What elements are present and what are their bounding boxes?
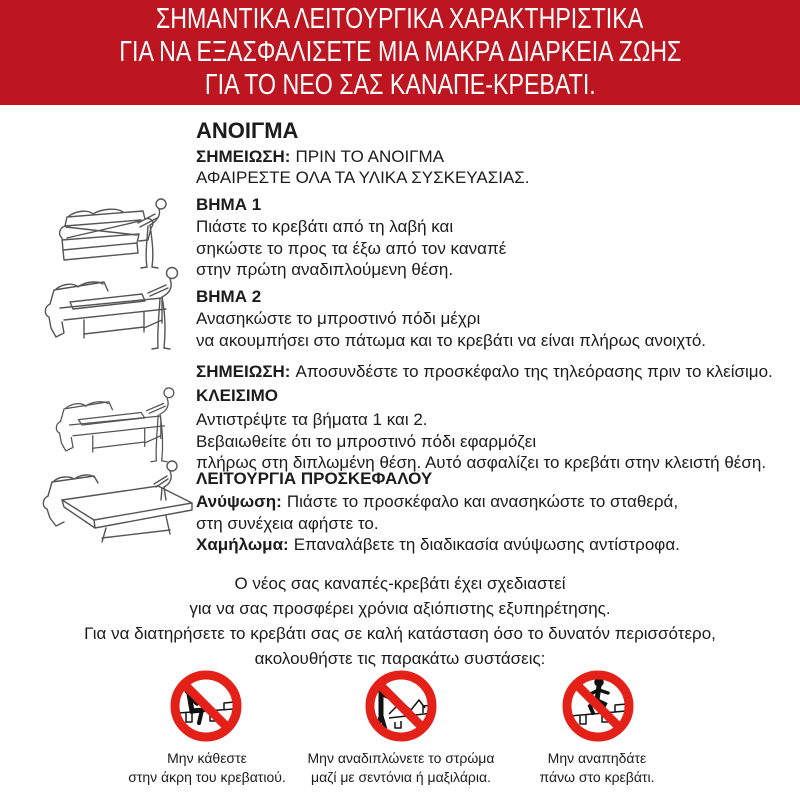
tv-note-label: ΣΗΜΕΙΩΣΗ:: [196, 362, 291, 381]
warning1-line-1: Μην κάθεστε: [167, 750, 247, 766]
headrest-text: [196, 491, 680, 556]
warning-caption-3: [540, 749, 655, 787]
closing-line-3: πλήρως στη διπλωμένη θέση. Αυτό ασφαλίζει το κρεβάτι στην κλειστή θέση.: [196, 453, 767, 472]
tv-note-text: Αποσυνδέστε το προσκέφαλο της τηλεόρασης πριν το κλείσιμο.: [295, 362, 773, 381]
note-text: ΠΡΙΝ ΤΟ ΑΝΟΙΓΜΑ: [295, 147, 445, 166]
raise-text: Πιάστε το προσκέφαλο και ανασηκώστε το σταθερά,: [286, 492, 679, 511]
closing-text: [196, 409, 766, 474]
step1-line-1: Πιάστε το κρεβάτι από τη λαβή και: [196, 217, 454, 236]
lower-text: Επαναλάβετε τη διαδικασία ανύψωσης αντίστροφα.: [293, 535, 680, 554]
care-line-4: ακολουθήστε τις παρακάτω συστάσεις:: [254, 649, 546, 668]
step1-heading: ΒΗΜΑ 1: [196, 195, 262, 214]
warning-caption-2: [308, 749, 495, 787]
note-label: ΣΗΜΕΙΩΣΗ:: [196, 147, 291, 166]
closing-line-2: Βεβαιωθείτε ότι το μπροστινό πόδι εφαρμόζει: [196, 431, 537, 451]
opening-note-line-1: [196, 146, 444, 168]
title-banner: [0, 0, 800, 105]
warning2-line-1: Μην αναδιπλώνετε το στρώμα: [307, 750, 495, 766]
tv-note-line: [196, 361, 773, 383]
warning3-line-1: Μην αναπηδάτε: [547, 750, 647, 766]
warning1-line-2: στην άκρη του κρεβατιού.: [128, 769, 286, 785]
sofa-bed-fully-open-illustration: [40, 456, 208, 548]
banner-line-2: ΓΙΑ ΝΑ ΕΞΑΣΦΑΛΙΣΕΤΕ ΜΙΑ ΜΑΚΡΑ ΔΙΑΡΚΕΙΑ ΖΩΗΣ: [118, 36, 682, 68]
no-jumping-on-bed-icon: [558, 666, 638, 746]
step2-heading: ΒΗΜΑ 2: [196, 287, 262, 306]
no-folding-mattress-with-bedding-icon: [361, 666, 441, 746]
step2-text: [196, 308, 706, 351]
headrest-lower-line: [196, 534, 680, 556]
warning2-line-2: μαζί με σεντόνια ή μαξιλάρια.: [311, 769, 491, 785]
care-line-1: Ο νέος σας καναπές-κρεβάτι έχει σχεδιαστεί: [234, 574, 566, 593]
warning-caption-1: [128, 749, 286, 787]
banner-line-1: ΣΗΜΑΝΤΙΚΑ ΛΕΙΤΟΥΡΓΙΚΑ ΧΑΡΑΚΤΗΡΙΣΤΙΚΑ: [156, 3, 644, 35]
step2-line-1: Ανασηκώστε το μπροστινό πόδι μέχρι: [196, 309, 481, 328]
closing-heading: ΚΛΕΙΣΙΜΟ: [196, 386, 278, 405]
banner-line-3: ΓΙΑ ΤΟ ΝΕΟ ΣΑΣ ΚΑΝΑΠΕ-ΚΡΕΒΑΤΙ.: [204, 69, 596, 101]
step1-text: [196, 216, 506, 281]
headrest-raise-line-2: στη συνέχεια αφήστε το.: [196, 513, 379, 533]
no-sitting-on-edge-icon: [166, 666, 246, 746]
step1-line-2: σηκώστε το προς τα έξω από τον καναπέ: [196, 238, 507, 258]
headrest-raise-line-1: [196, 491, 680, 513]
step1-line-3: στην πρώτη αναδιπλούμενη θέση.: [196, 260, 454, 279]
warning3-line-2: πάνω στο κρεβάτι.: [539, 769, 655, 785]
care-paragraph: [0, 571, 800, 671]
care-line-3: Για να διατηρήσετε το κρεβάτι σας σε καλή κατάσταση όσο το δυνατόν περισσότερο,: [84, 624, 716, 643]
raise-label: Ανύψωση:: [196, 492, 282, 511]
sofa-bed-unfolding-illustration: [42, 260, 202, 356]
closing-line-1: Αντιστρέψτε τα βήματα 1 και 2.: [196, 410, 428, 429]
step2-line-2: να ακουμπήσει στο πάτωμα και το κρεβάτι να είναι πλήρως ανοιχτό.: [196, 330, 707, 350]
opening-note-line-2: ΑΦΑΙΡΕΣΤΕ ΟΛΑ ΤΑ ΥΛΙΚΑ ΣΥΣΚΕΥΑΣΙΑΣ.: [196, 168, 530, 187]
headrest-heading: ΛΕΙΤΟΥΡΓΙΑ ΠΡΟΣΚΕΦΑΛΟΥ: [196, 469, 433, 488]
opening-heading: ΑΝΟΙΓΜΑ: [196, 118, 299, 143]
care-line-2: για να σας προσφέρει χρόνια αξιόπιστης εξυπηρέτησης.: [189, 599, 611, 618]
lower-label: Χαμήλωμα:: [196, 535, 289, 554]
